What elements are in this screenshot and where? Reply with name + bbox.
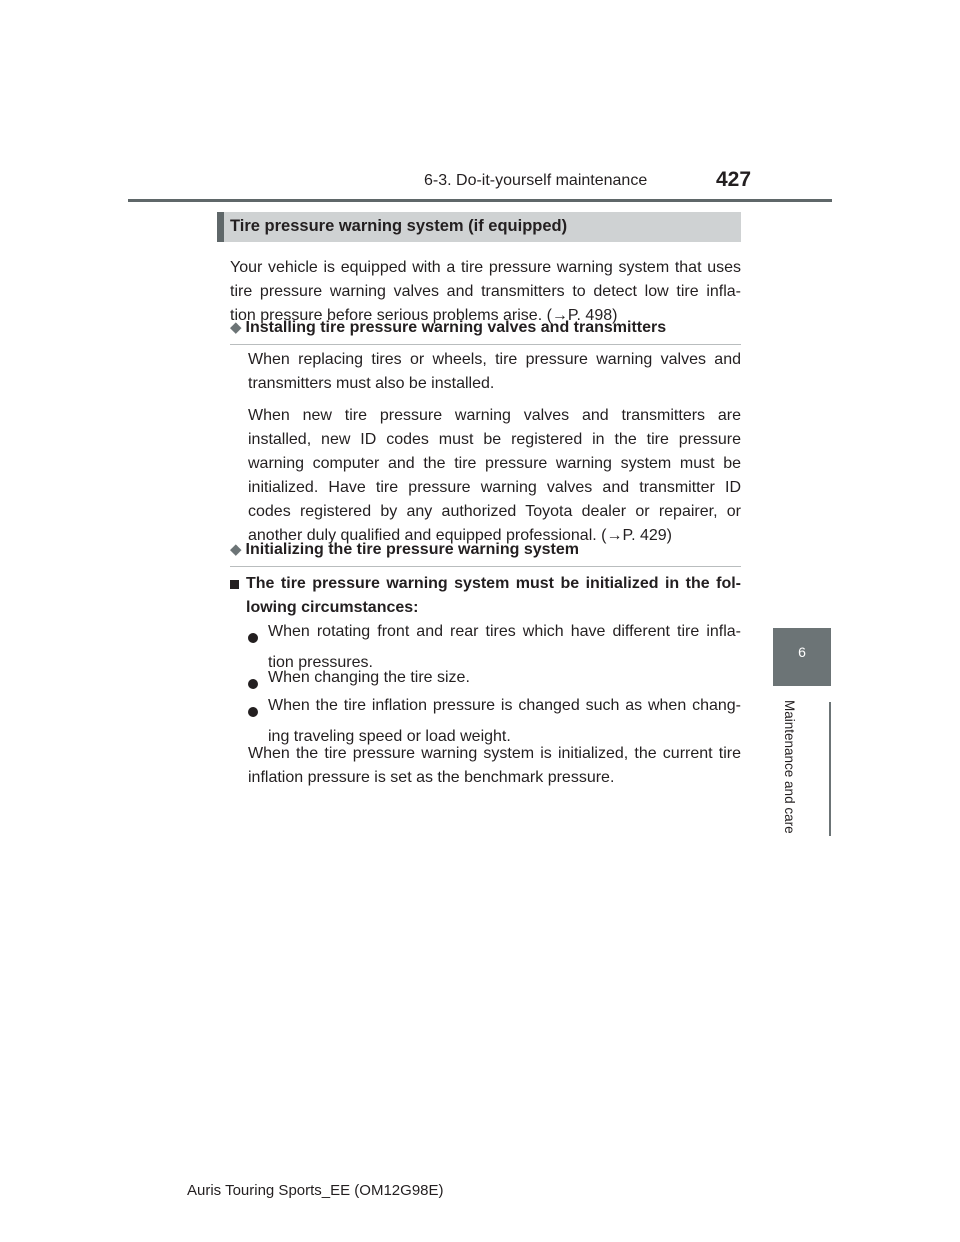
bullet-item — [248, 666, 741, 697]
footer-model: Auris Touring Sports_EE (OM12G98E) — [187, 1182, 444, 1199]
text-line: installed, new ID codes must be registered in the tire pressure — [248, 431, 741, 448]
bullet-item — [248, 694, 741, 749]
chapter-number: 6 — [798, 644, 806, 660]
text-line: tion pressure before serious problems arise. (→P. 498) — [230, 307, 618, 324]
subsection-heading-initializing — [230, 540, 741, 567]
bullet-dot-icon — [248, 633, 258, 643]
page-number: 427 — [716, 168, 752, 191]
text-line: codes registered by any authorized Toyota dealer or repairer, or — [248, 503, 741, 520]
bullet-dot-icon — [248, 707, 258, 717]
text-line: warning computer and the tire pressure warning system must be — [248, 455, 741, 472]
diamond-icon: ◆ — [230, 541, 242, 558]
closing-paragraph — [248, 742, 741, 790]
condition-heading — [230, 572, 741, 620]
text-line: The tire pressure warning system must be initialized in the fol- — [246, 575, 741, 592]
paragraph-new-valves — [248, 404, 741, 548]
subsection-heading-installing — [230, 318, 741, 345]
text-line: inflation pressure is set as the benchmark pressure. — [248, 769, 615, 786]
header-rule — [128, 199, 832, 202]
text-line: lowing circumstances: — [246, 599, 419, 616]
text-line: transmitters must also be installed. — [248, 375, 495, 392]
subsection-heading-text: Installing tire pressure warning valves and transmitters — [245, 319, 667, 336]
running-header-section: 6-3. Do-it-yourself maintenance — [424, 172, 648, 189]
square-bullet-icon — [230, 580, 239, 589]
bullet-dot-icon — [248, 679, 258, 689]
diamond-icon: ◆ — [230, 319, 242, 336]
chapter-title-vertical — [782, 700, 798, 840]
subsection-heading-text: Initializing the tire pressure warning system — [245, 541, 579, 558]
text-line: When the tire pressure warning system is initialized, the current tire — [248, 745, 741, 762]
chapter-tab-line — [829, 702, 831, 836]
text-line: When changing the tire size. — [268, 669, 470, 686]
text-line: When rotating front and rear tires which have different tire infla- — [268, 623, 741, 640]
text-line: another duly qualified and equipped professional. (→P. 429) — [248, 527, 672, 544]
text-line: tion pressures. — [268, 654, 373, 671]
section-title: Tire pressure warning system (if equipped) — [230, 217, 568, 235]
text-line: tire pressure warning valves and transmitters to detect low tire infla- — [230, 283, 741, 300]
text-line: initialized. Have tire pressure warning valves and transmitter ID — [248, 479, 741, 496]
text-line: When new tire pressure warning valves and transmitters are — [248, 407, 741, 424]
text-line: When the tire inflation pressure is changed such as when chang- — [268, 697, 741, 714]
text-line: Your vehicle is equipped with a tire pressure warning system that uses — [230, 259, 741, 276]
paragraph-replacing — [248, 348, 741, 396]
text-line: ing traveling speed or load weight. — [268, 728, 511, 745]
chapter-title: Maintenance and care — [782, 700, 797, 834]
text-line: When replacing tires or wheels, tire pressure warning valves and — [248, 351, 741, 368]
